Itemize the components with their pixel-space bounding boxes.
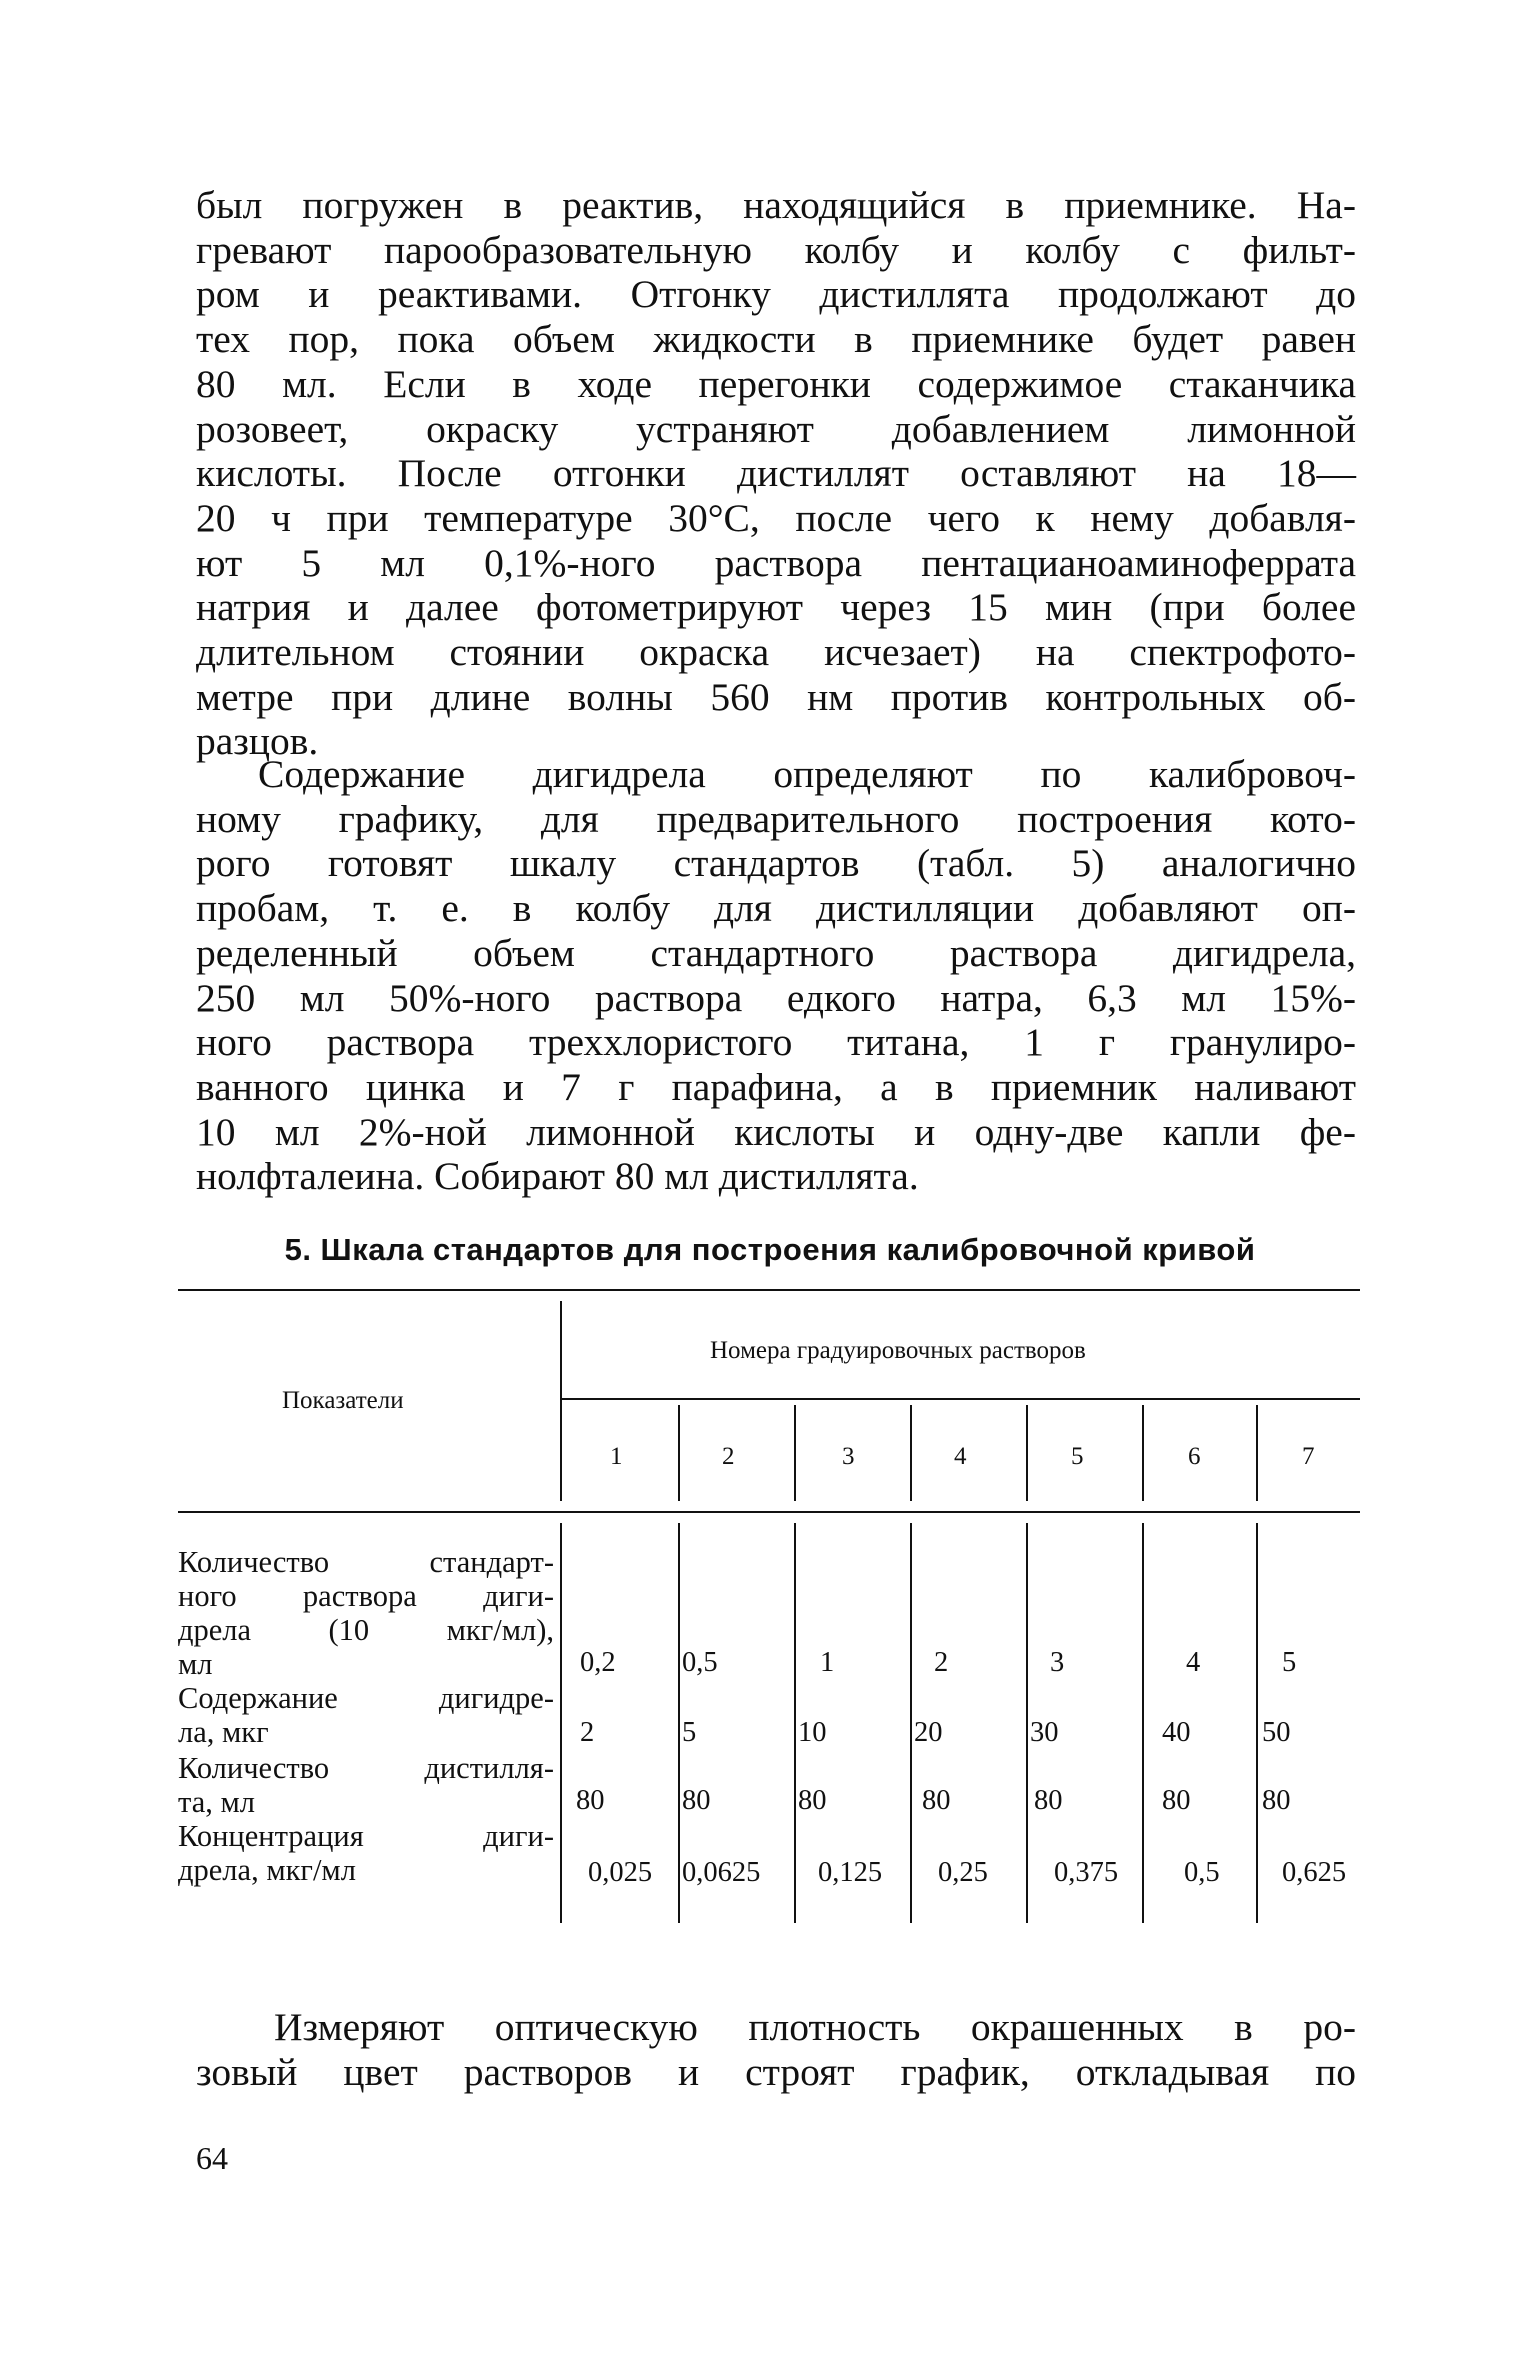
column-number: 3 bbox=[842, 1443, 855, 1470]
table-top-rule bbox=[178, 1289, 1360, 1291]
table-cell: 80 bbox=[798, 1785, 827, 1816]
text-line: метре при длине волны 560 нм против контрольных об- bbox=[196, 674, 1356, 719]
table-cell: 0,375 bbox=[1054, 1857, 1119, 1888]
column-number: 4 bbox=[954, 1443, 967, 1470]
table-cell: 0,125 bbox=[818, 1857, 883, 1888]
text-line: ют 5 мл 0,1%-ного раствора пентацианоаминоферрата bbox=[196, 540, 1356, 585]
table-cell: 40 bbox=[1162, 1717, 1191, 1748]
table-cell: 0,025 bbox=[588, 1857, 653, 1888]
page-number: 64 bbox=[196, 2140, 228, 2176]
text-line: зовый цвет растворов и строят график, откладывая по bbox=[196, 2049, 1356, 2094]
table-cell: 5 bbox=[682, 1717, 697, 1748]
table-header-bottom-rule bbox=[178, 1511, 1360, 1513]
text-line: нолфталеина. Собирают 80 мл дистиллята. bbox=[196, 1154, 919, 1199]
table-column-divider bbox=[678, 1405, 680, 1501]
text-line: гревают парообразовательную колбу и колбу с фильт- bbox=[196, 227, 1356, 272]
table-cell: 30 bbox=[1030, 1717, 1059, 1748]
table-cell: 80 bbox=[682, 1785, 711, 1816]
table-column-divider bbox=[1256, 1523, 1258, 1923]
column-number: 5 bbox=[1071, 1443, 1084, 1470]
table-column-divider bbox=[560, 1301, 562, 1501]
table-column-divider bbox=[910, 1523, 912, 1923]
table-cell: 2 bbox=[934, 1647, 949, 1678]
text-line: 250 мл 50%-ного раствора едкого натра, 6,3 мл 15%- bbox=[196, 975, 1356, 1020]
table-cell: 1 bbox=[820, 1647, 835, 1678]
text-line: пробам, т. е. в колбу для дистилляции добавляют оп- bbox=[196, 886, 1356, 931]
text-line: ному графику, для предварительного построения кото- bbox=[196, 796, 1356, 841]
table-cell: 4 bbox=[1186, 1647, 1201, 1678]
standards-table bbox=[178, 1285, 1360, 1925]
text-line: был погружен в реактив, находящийся в приемнике. На- bbox=[196, 183, 1356, 227]
text-line: 80 мл. Если в ходе перегонки содержимое стаканчика bbox=[196, 361, 1356, 406]
text-line: ределенный объем стандартного раствора дигидрела, bbox=[196, 930, 1356, 975]
table-cell: 2 bbox=[580, 1717, 595, 1748]
text-line: натрия и далее фотометрируют через 15 мин (при более bbox=[196, 585, 1356, 630]
table-cell: 0,0625 bbox=[682, 1857, 761, 1888]
column-number: 6 bbox=[1188, 1443, 1201, 1470]
row-label-dihydrel-content: Содержание дигидре- ла, мкг bbox=[178, 1681, 554, 1749]
text-line: рого готовят шкалу стандартов (табл. 5) аналогично bbox=[196, 841, 1356, 886]
text-line: длительном стоянии окраска исчезает) на спектрофото- bbox=[196, 630, 1356, 675]
column-number: 1 bbox=[610, 1443, 623, 1470]
table-cell: 20 bbox=[914, 1717, 943, 1748]
header-solution-numbers: Номера градуировочных растворов bbox=[710, 1337, 1086, 1364]
table-cell: 10 bbox=[798, 1717, 827, 1748]
text-line: ром и реактивами. Отгонку дистиллята продолжают до bbox=[196, 272, 1356, 317]
table-column-divider bbox=[1026, 1523, 1028, 1923]
table-subheader-rule bbox=[562, 1398, 1360, 1400]
table-column-divider bbox=[1026, 1405, 1028, 1501]
text-line: 10 мл 2%-ной лимонной кислоты и одну-две капли фе- bbox=[196, 1109, 1356, 1154]
row-label-standard-amount: Количество стандарт- ного раствора диги- дрела (10 мкг/мл), мл bbox=[178, 1545, 554, 1681]
table-column-divider bbox=[794, 1405, 796, 1501]
table-column-divider bbox=[678, 1523, 680, 1923]
table-cell: 0,625 bbox=[1282, 1857, 1347, 1888]
text-line: тех пор, пока объем жидкости в приемнике будет равен bbox=[196, 317, 1356, 362]
table-cell: 0,5 bbox=[682, 1647, 718, 1678]
row-label-concentration: Концентрация диги- дрела, мкг/мл bbox=[178, 1819, 554, 1887]
text-line: Содержание дигидрела определяют по калибровоч- bbox=[258, 752, 1356, 796]
table-column-divider bbox=[560, 1523, 562, 1923]
table-cell: 80 bbox=[1034, 1785, 1063, 1816]
row-label-distillate-amount: Количество дистилля- та, мл bbox=[178, 1751, 554, 1819]
table-column-divider bbox=[910, 1405, 912, 1501]
table-cell: 0,25 bbox=[938, 1857, 988, 1888]
table-cell: 80 bbox=[922, 1785, 951, 1816]
text-line: Измеряют оптическую плотность окрашенных в ро- bbox=[274, 2005, 1356, 2049]
header-indicators: Показатели bbox=[282, 1387, 404, 1414]
table-column-divider bbox=[1142, 1523, 1144, 1923]
table-cell: 50 bbox=[1262, 1717, 1291, 1748]
table-cell: 80 bbox=[1162, 1785, 1191, 1816]
table-cell: 5 bbox=[1282, 1647, 1297, 1678]
table-cell: 0,5 bbox=[1184, 1857, 1220, 1888]
table-column-divider bbox=[1142, 1405, 1144, 1501]
paragraph-2 bbox=[196, 752, 1356, 1199]
table-column-divider bbox=[1256, 1405, 1258, 1501]
table-cell: 3 bbox=[1050, 1647, 1065, 1678]
text-line: розовеет, окраску устраняют добавлением лимонной bbox=[196, 406, 1356, 451]
text-line: ного раствора треххлористого титана, 1 г гранулиро- bbox=[196, 1020, 1356, 1065]
column-number: 7 bbox=[1302, 1443, 1315, 1470]
paragraph-3 bbox=[196, 2005, 1356, 2094]
paragraph-1 bbox=[196, 183, 1356, 764]
column-number: 2 bbox=[722, 1443, 735, 1470]
table-column-divider bbox=[794, 1523, 796, 1923]
table-cell: 80 bbox=[576, 1785, 605, 1816]
text-line: кислоты. После отгонки дистиллят оставляют на 18— bbox=[196, 451, 1356, 496]
text-line: ванного цинка и 7 г парафина, а в приемник наливают bbox=[196, 1064, 1356, 1109]
table-caption: 5. Шкала стандартов для построения калибровочной кривой bbox=[284, 1232, 1256, 1267]
text-line: разцов. bbox=[196, 719, 319, 764]
text-line: 20 ч при температуре 30°С, после чего к нему добавля- bbox=[196, 495, 1356, 540]
table-cell: 0,2 bbox=[580, 1647, 616, 1678]
table-cell: 80 bbox=[1262, 1785, 1291, 1816]
